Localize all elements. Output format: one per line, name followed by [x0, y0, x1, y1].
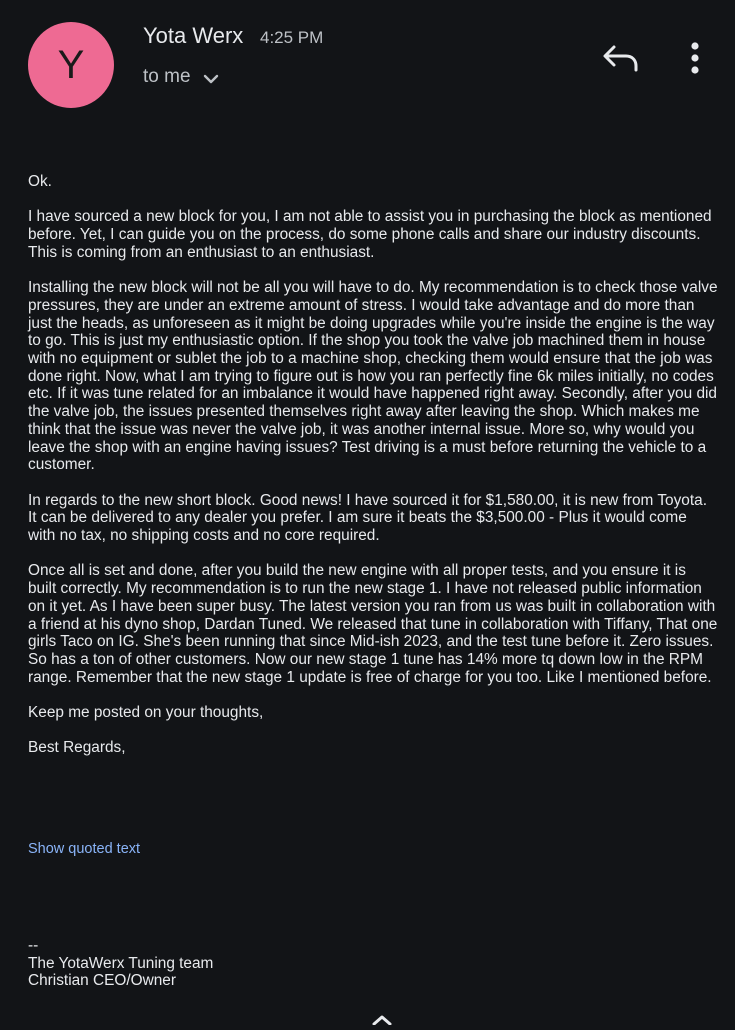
signature: [28, 937, 213, 990]
body-paragraph: Best Regards,: [28, 739, 126, 757]
body-paragraph: Ok.: [28, 173, 52, 190]
email-body: [28, 173, 718, 775]
signature-team: The YotaWerx Tuning team: [28, 954, 214, 972]
chevron-down-icon[interactable]: [203, 68, 219, 90]
more-vert-icon[interactable]: [682, 40, 708, 78]
signature-title: Christian CEO/Owner: [28, 972, 176, 990]
avatar[interactable]: Y: [28, 22, 114, 108]
email-header: [0, 0, 735, 130]
signature-dash: --: [28, 937, 39, 954]
sent-time: 4:25 PM: [260, 28, 324, 47]
recipient-label: to me: [143, 66, 191, 87]
body-paragraph: In regards to the new short block. Good news! I have sourced it for $1,580.00, it is new from Toyota. It can be delivered to any dealer you prefer. I am sure it beats the $3,500.00 - Plus it would come with no tax, no shipping costs and no core required.: [28, 491, 707, 545]
body-paragraph: Installing the new block will not be all you will have to do. My recommendation is to check those valve pressures, they are under an extreme amount of stress. I would take advantage and do more than just the heads, as unforeseen as it might be doing upgrades while you're inside the engine is the way to go. This is just my enthusiastic option. If the shop you took the valve job machined them in house with no equipment or sublet the job to a machine shop, checking them would ensure that the job was done right. Now, what I am trying to figure out is how you ran perfectly fine 6k miles initially, no codes etc. If it was tune related for an imbalance it would have happened right away. Secondly, after you did the valve job, the issues presented themselves right away after leaving the shop. Which makes me think that the issue was never the valve job, it was another internal issue. More so, why would you leave the shop with an engine having issues? Test driving is a must before returning the vehicle to a customer.: [28, 279, 718, 474]
show-quoted-text-link[interactable]: Show quoted text: [28, 841, 141, 857]
body-paragraph: I have sourced a new block for you, I am not able to assist you in purchasing the block as mentioned before. Yet, I can guide you on the process, do some phone calls and share our industry discounts. This is coming from an enthusiast to an enthusiast.: [28, 208, 712, 261]
scroll-caret-icon: [370, 1012, 394, 1024]
sender-name: Yota Werx: [143, 23, 244, 48]
body-paragraph: Once all is set and done, after you build the new engine with all proper tests, and you ensure it is built correctly. My recommendation is to run the new stage 1. I have not released public information on it yet. As I have been super busy. The latest version you ran from us was built in collaboration with a friend at his dyno shop, Dardan Tuned. We released that tune in collaboration with Tiffany, That one girls Taco on IG. She's been running that since Mid-ish 2023, and the test tune before it. Zero issues. So has a ton of other customers. Now our new stage 1 tune has 14% more tq down low in the RPM range. Remember that the new stage 1 update is free of charge for you too. Like I mentioned before.: [28, 562, 718, 686]
recipient-toggle[interactable]: [143, 64, 219, 90]
body-paragraph: Keep me posted on your thoughts,: [28, 704, 264, 722]
reply-icon[interactable]: [600, 42, 640, 76]
